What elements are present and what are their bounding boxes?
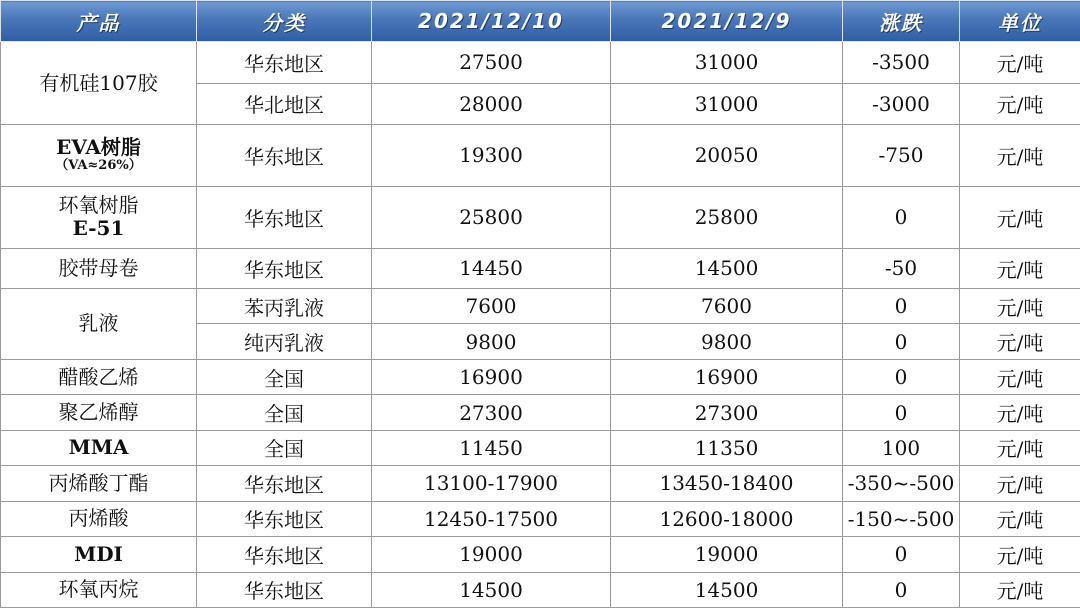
price-1209-cell: 14500	[611, 572, 843, 608]
table-row	[1, 186, 1080, 248]
price-1210-cell: 9800	[372, 324, 611, 359]
product-cell: MDI	[1, 537, 197, 572]
price-1210-cell: 13100-17900	[372, 466, 611, 501]
table-row	[1, 430, 1080, 465]
unit-cell: 元/吨	[960, 289, 1080, 324]
unit-cell: 元/吨	[960, 359, 1080, 394]
price-1209-cell: 19000	[611, 537, 843, 572]
product-cell: MMA	[1, 430, 197, 465]
product-name: EVA树脂	[56, 135, 141, 160]
table-row	[1, 42, 1080, 84]
unit-cell: 元/吨	[960, 501, 1080, 536]
category-cell: 全国	[197, 430, 372, 465]
price-1209-cell: 31000	[611, 83, 843, 125]
product-cell: 环氧丙烷	[1, 572, 197, 608]
price-1210-cell: 25800	[372, 186, 611, 248]
product-cell: 聚乙烯醇	[1, 395, 197, 430]
price-1209-cell: 31000	[611, 42, 843, 84]
table-row	[1, 359, 1080, 394]
header-change: 涨跌	[843, 1, 960, 42]
unit-cell: 元/吨	[960, 395, 1080, 430]
change-cell: 0	[843, 289, 960, 324]
header-category: 分类	[197, 1, 372, 42]
change-cell: -150~-500	[843, 501, 960, 536]
price-1210-cell: 27500	[372, 42, 611, 84]
table-row	[1, 395, 1080, 430]
unit-cell: 元/吨	[960, 430, 1080, 465]
unit-cell: 元/吨	[960, 248, 1080, 289]
unit-cell: 元/吨	[960, 572, 1080, 608]
table-row	[1, 248, 1080, 289]
price-1209-cell: 7600	[611, 289, 843, 324]
table-row	[1, 501, 1080, 536]
category-cell: 华东地区	[197, 537, 372, 572]
category-cell: 华东地区	[197, 125, 372, 187]
product-cell	[1, 186, 197, 248]
category-cell: 华东地区	[197, 42, 372, 84]
table-row	[1, 572, 1080, 608]
category-cell: 全国	[197, 395, 372, 430]
price-1209-cell: 12600-18000	[611, 501, 843, 536]
unit-cell: 元/吨	[960, 186, 1080, 248]
unit-cell: 元/吨	[960, 466, 1080, 501]
price-1210-cell: 12450-17500	[372, 501, 611, 536]
product-cell: 丙烯酸丁酯	[1, 466, 197, 501]
change-cell: -3500	[843, 42, 960, 84]
category-cell: 华北地区	[197, 83, 372, 125]
price-1209-cell: 16900	[611, 359, 843, 394]
price-1209-cell: 9800	[611, 324, 843, 359]
price-1209-cell: 14500	[611, 248, 843, 289]
table-row	[1, 289, 1080, 324]
change-cell: -3000	[843, 83, 960, 125]
unit-cell: 元/吨	[960, 83, 1080, 125]
product-subtitle: E-51	[72, 216, 125, 241]
unit-cell: 元/吨	[960, 42, 1080, 84]
change-cell: 100	[843, 430, 960, 465]
category-cell: 华东地区	[197, 186, 372, 248]
price-1209-cell: 11350	[611, 430, 843, 465]
category-cell: 华东地区	[197, 466, 372, 501]
price-1209-cell: 13450-18400	[611, 466, 843, 501]
change-cell: -350~-500	[843, 466, 960, 501]
change-cell: -750	[843, 125, 960, 187]
price-1210-cell: 19000	[372, 537, 611, 572]
change-cell: 0	[843, 186, 960, 248]
price-1209-cell: 27300	[611, 395, 843, 430]
change-cell: 0	[843, 395, 960, 430]
price-1210-cell: 14500	[372, 572, 611, 608]
header-product: 产品	[1, 1, 197, 42]
product-cell: 乳液	[1, 289, 197, 360]
category-cell: 纯丙乳液	[197, 324, 372, 359]
change-cell: 0	[843, 572, 960, 608]
price-1210-cell: 11450	[372, 430, 611, 465]
unit-cell: 元/吨	[960, 324, 1080, 359]
table-row	[1, 466, 1080, 501]
table-row	[1, 537, 1080, 572]
price-1210-cell: 28000	[372, 83, 611, 125]
product-cell: 丙烯酸	[1, 501, 197, 536]
header-unit: 单位	[960, 1, 1080, 42]
category-cell: 华东地区	[197, 572, 372, 608]
change-cell: 0	[843, 359, 960, 394]
header-row	[1, 1, 1080, 42]
price-1210-cell: 19300	[372, 125, 611, 187]
category-cell: 苯丙乳液	[197, 289, 372, 324]
category-cell: 华东地区	[197, 501, 372, 536]
header-date-1210: 2021/12/10	[372, 1, 611, 42]
unit-cell: 元/吨	[960, 537, 1080, 572]
table-row	[1, 125, 1080, 187]
header-date-1209: 2021/12/9	[611, 1, 843, 42]
price-1210-cell: 16900	[372, 359, 611, 394]
change-cell: -50	[843, 248, 960, 289]
price-1209-cell: 25800	[611, 186, 843, 248]
unit-cell: 元/吨	[960, 125, 1080, 187]
change-cell: 0	[843, 537, 960, 572]
product-subtitle: （VA≈26%）	[55, 158, 142, 174]
category-cell: 全国	[197, 359, 372, 394]
price-1210-cell: 7600	[372, 289, 611, 324]
product-cell	[1, 125, 197, 187]
product-name: 环氧树脂	[58, 193, 139, 218]
product-cell: 醋酸乙烯	[1, 359, 197, 394]
price-1209-cell: 20050	[611, 125, 843, 187]
product-cell: 胶带母卷	[1, 248, 197, 289]
category-cell: 华东地区	[197, 248, 372, 289]
product-cell: 有机硅107胶	[1, 42, 197, 125]
change-cell: 0	[843, 324, 960, 359]
price-1210-cell: 14450	[372, 248, 611, 289]
price-1210-cell: 27300	[372, 395, 611, 430]
